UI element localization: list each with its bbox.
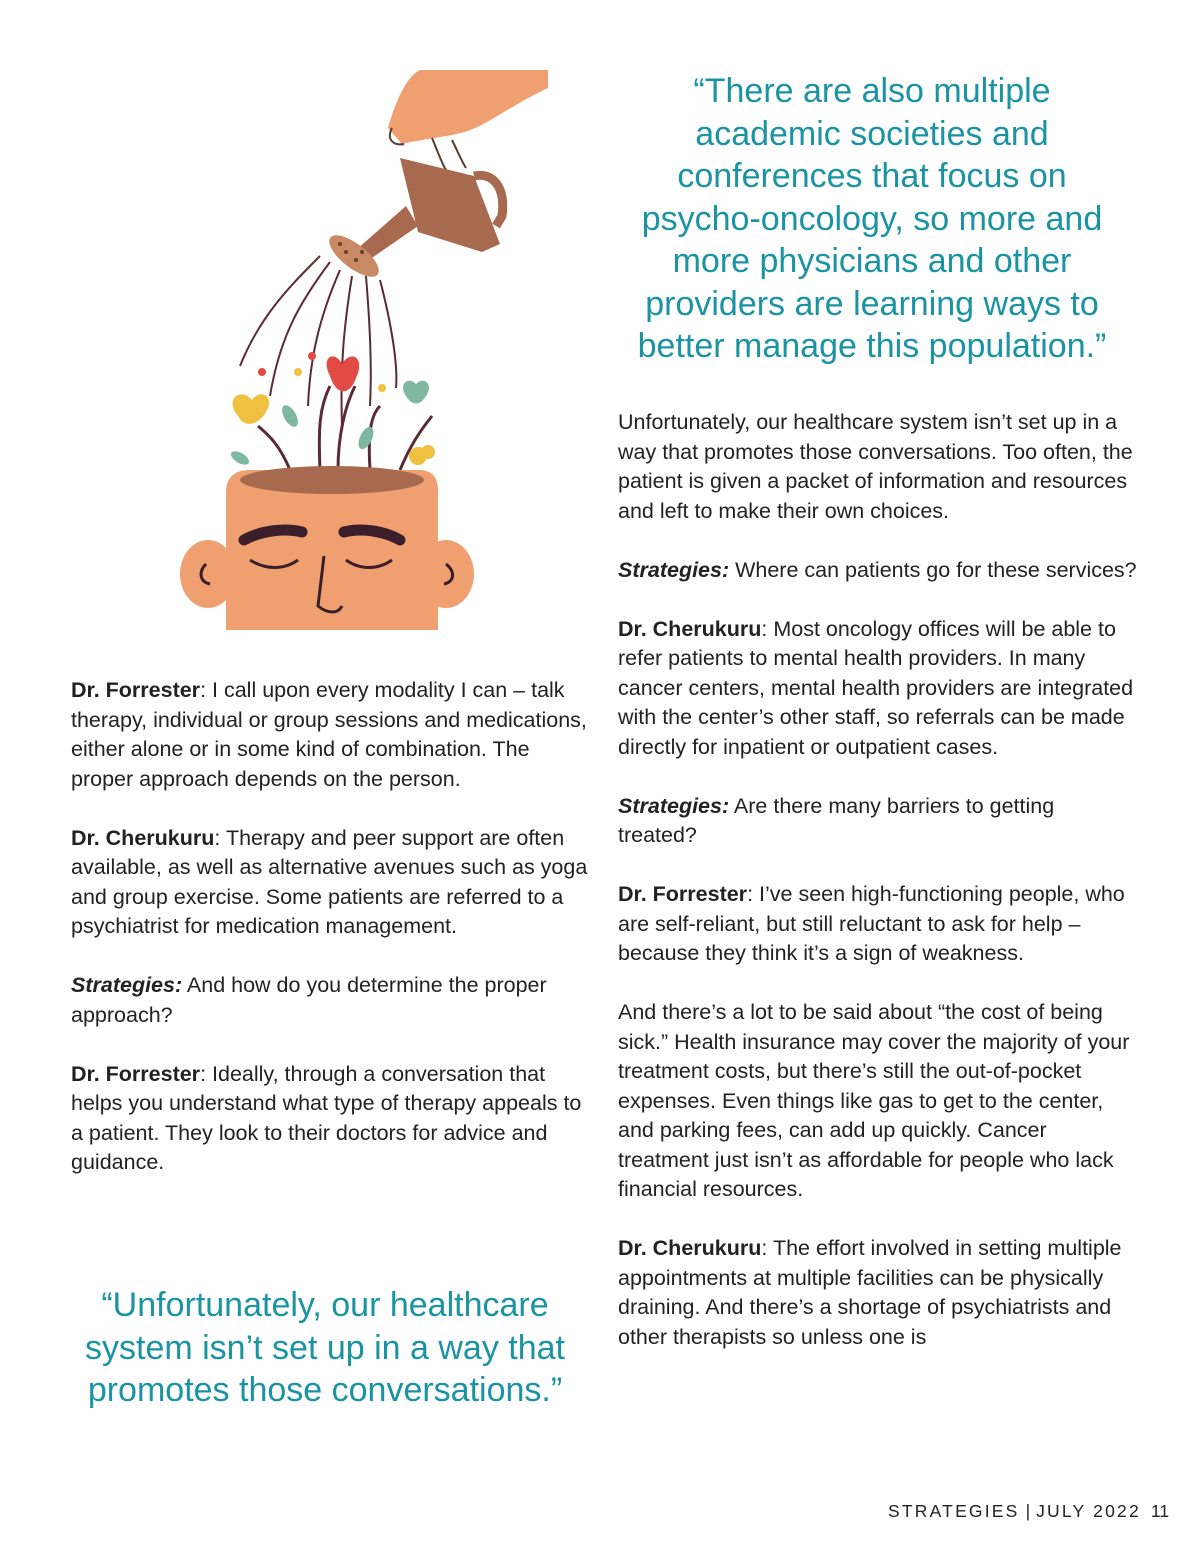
issue-date: JULY 2022 [1036, 1501, 1141, 1521]
paragraph [618, 792, 1138, 851]
flowers-icon [229, 352, 435, 470]
footer-divider: | [1025, 1501, 1031, 1521]
question-label: Strategies: [71, 973, 183, 997]
separator: : [761, 616, 774, 641]
paragraph [71, 971, 589, 1030]
paragraph [71, 676, 589, 794]
paragraph-text: Therapy and peer support are often available, as well as alternative avenues such as yoga and group exercise. Some patients are referred to a psychiatrist for medication management. [71, 825, 588, 938]
paragraph-text: Are there many barriers to getting treated? [618, 793, 1055, 847]
separator: : [761, 1236, 773, 1260]
paragraph-text: The effort involved in setting multiple appointments at multiple facilities can be physically draining. And there’s a shortage of psychiatrists and other therapists so unless one is [618, 1236, 1122, 1349]
question-label: Strategies: [618, 793, 730, 818]
watering-can-icon [323, 158, 503, 284]
question-label: Strategies: [618, 557, 730, 582]
separator: : [200, 1061, 213, 1086]
speaker-name: Dr. Forrester [71, 678, 201, 702]
speaker-name: Dr. Forrester [618, 882, 748, 906]
left-column [71, 676, 589, 1207]
hand-icon [388, 70, 548, 144]
right-column [618, 408, 1138, 1382]
paragraph-text: Where can patients go for these services? [729, 557, 1137, 582]
paragraph [618, 1234, 1138, 1352]
pull-quote-bottom: “Unfortunately, our healthcare system isn’t set up in a way that promotes those conversations.” [85, 1286, 565, 1409]
paragraph [618, 880, 1138, 969]
paragraph [71, 824, 589, 942]
paragraph-text: Unfortunately, our healthcare system isn’t set up in a way that promotes those conversations. Too often, the patient is given a packet of information and resources and left to make their own choices. [618, 410, 1133, 523]
paragraph [618, 615, 1138, 763]
paragraph-text: I call upon every modality I can – talk therapy, individual or group sessions and medications, either alone or in some kind of combination. The proper approach depends on the person. [71, 678, 587, 791]
paragraph [71, 1060, 589, 1178]
speaker-name: Dr. Cherukuru [71, 825, 215, 850]
speaker-name: Dr. Cherukuru [618, 616, 762, 641]
paragraph [618, 998, 1138, 1205]
publication-name: STRATEGIES [888, 1501, 1020, 1521]
speaker-name: Dr. Cherukuru [618, 1236, 762, 1260]
head-icon [180, 466, 474, 630]
separator: : [200, 678, 213, 702]
page-number: 11 [1150, 1501, 1170, 1521]
paragraph-text: Most oncology offices will be able to refer patients to mental health providers. In many cancer centers, mental health providers are integrated with the center’s other staff, so referrals can be made directly for inpatient or outpatient cases. [618, 616, 1134, 759]
paragraph-text: And there’s a lot to be said about “the cost of being sick.” Health insurance may cover the majority of your treatment costs, but there’s still the out-of-pocket expenses. Even things like gas to get to the center, and parking fees, can add up quickly. Cancer treatment just isn’t as affordable for people who lack financial resources. [618, 1000, 1130, 1201]
speaker-name: Dr. Forrester [71, 1061, 201, 1086]
paragraph-text: Ideally, through a conversation that helps you understand what type of therapy appeals to a patient. They look to their doctors for advice and guidance. [71, 1061, 582, 1174]
pull-quote-top: “There are also multiple academic societies and conferences that focus on psycho-oncology, so more and more physicians and other providers are learning ways to better manage this population.” [637, 72, 1107, 365]
paragraph [618, 556, 1138, 586]
paragraph [618, 408, 1138, 526]
separator: : [747, 882, 760, 906]
paragraph-text: And how do you determine the proper approach? [71, 973, 547, 1027]
separator: : [214, 825, 226, 850]
paragraph-text: I’ve seen high-functioning people, who are self-reliant, but still reluctant to ask for help – because they think it’s a sign of weakness. [618, 882, 1125, 965]
page-footer [888, 1501, 1169, 1522]
watering-can-head-flowers-illustration [170, 66, 570, 634]
